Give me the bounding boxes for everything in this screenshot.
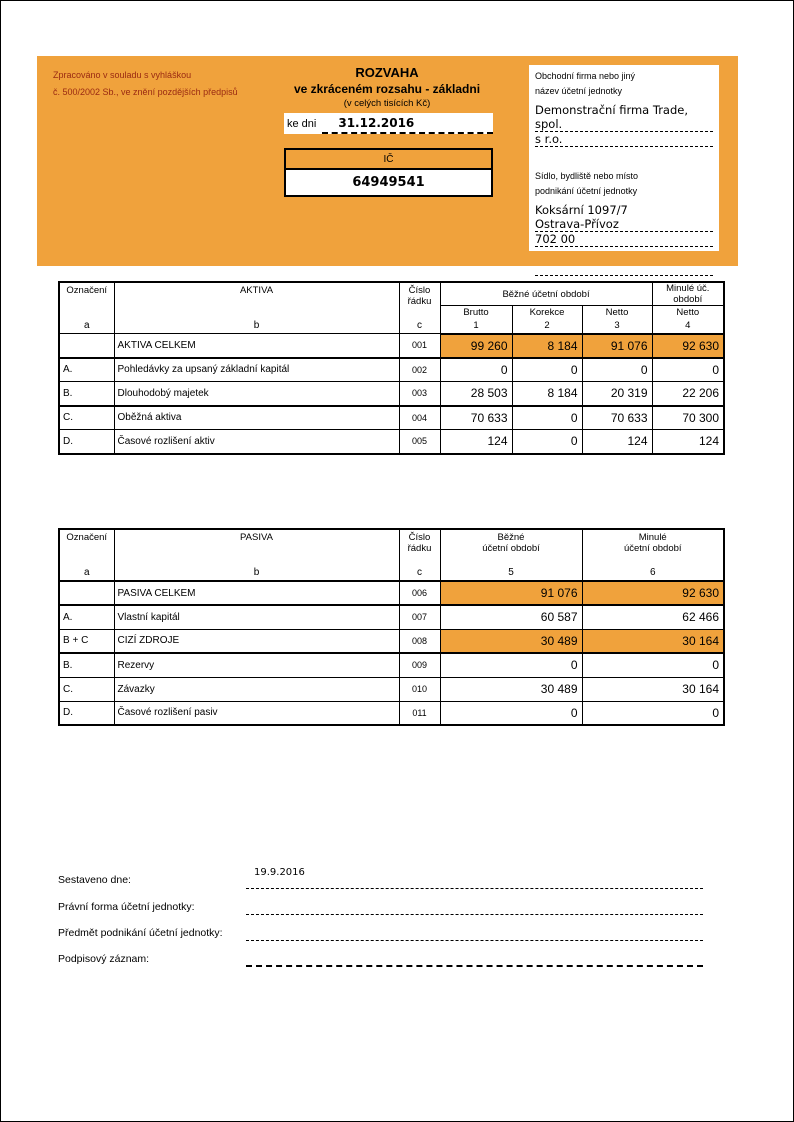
table-row-cizi-zdroje: B + C CIZÍ ZDROJE 008 30 489 30 164 <box>59 629 724 653</box>
entity-name-line-1: Demonstrační firma Trade, spol. <box>535 103 713 132</box>
entity-name-label-2: název účetní jednotky <box>535 86 623 96</box>
header-minule-obdobi: Minulé úč. období <box>652 282 724 306</box>
table-row-zavazky: C. Závazky 010 30 489 30 164 <box>59 677 724 701</box>
table-row-dlouhodoby-majetek: B. Dlouhodobý majetek 003 28 503 8 184 20 319 22 206 <box>59 382 724 406</box>
header-cislo-radku: Číslo řádku c <box>399 529 440 581</box>
aktiva-table <box>58 281 725 455</box>
pravni-forma-line <box>246 914 703 915</box>
ke-dni-value: 31.12.2016 <box>322 113 493 134</box>
entity-name-line-2: s r.o. <box>535 132 713 147</box>
sestaveno-dne-value: 19.9.2016 <box>254 867 305 878</box>
header-korekce: Korekce 2 <box>512 306 582 334</box>
entity-address-label-1: Sídlo, bydliště nebo místo <box>535 171 639 181</box>
ic-value: 64949541 <box>352 175 425 190</box>
header-netto-minule: Netto 4 <box>652 306 724 334</box>
header-brutto: Brutto 1 <box>440 306 512 334</box>
header-minule-obdobi: Minulé účetní období 6 <box>582 529 724 581</box>
entity-box <box>529 65 719 251</box>
form-title: ROZVAHA <box>355 65 419 80</box>
ke-dni-label: ke dni <box>287 117 317 130</box>
sestaveno-dne-label: Sestaveno dne: <box>58 874 131 886</box>
ke-dni-field <box>284 113 493 134</box>
table-row-obezna-aktiva: C. Oběžná aktiva 004 70 633 0 70 633 70 300 <box>59 406 724 430</box>
header-oznaceni: Označení a <box>59 529 114 581</box>
header-bezne-obdobi: Běžné účetní období <box>440 282 652 306</box>
table-row-pasiva-celkem: PASIVA CELKEM 006 91 076 92 630 <box>59 581 724 605</box>
table-row-casove-rozliseni-aktiv: D. Časové rozlišení aktiv 005 124 0 124 124 <box>59 430 724 454</box>
ic-box <box>284 148 493 197</box>
entity-address-line-3: 702 00 <box>535 232 713 247</box>
header-pasiva: PASIVA b <box>114 529 399 581</box>
table-row-vlastni-kapital: A. Vlastní kapitál 007 60 587 62 466 <box>59 605 724 629</box>
header-bezne-obdobi: Běžné účetní období 5 <box>440 529 582 581</box>
title-block <box>237 64 537 111</box>
compliance-note <box>53 67 238 101</box>
entity-empty-line <box>535 263 713 276</box>
table-row-aktiva-celkem: AKTIVA CELKEM 001 99 260 8 184 91 076 92 630 <box>59 334 724 358</box>
header-netto: Netto 3 <box>582 306 652 334</box>
header-band <box>37 56 738 266</box>
pasiva-table <box>58 528 725 726</box>
form-subtitle: ve zkráceném rozsahu - základni <box>293 82 481 96</box>
compliance-line-2: č. 500/2002 Sb., ve znění pozdějších předpisů <box>53 87 238 97</box>
compliance-line-1: Zpracováno v souladu s vyhláškou <box>53 70 192 80</box>
header-aktiva: AKTIVA b <box>114 282 399 334</box>
entity-address-label-2: podnikání účetní jednotky <box>535 186 638 196</box>
sestaveno-dne-line <box>246 888 703 889</box>
podpisovy-zaznam-line <box>246 965 703 967</box>
entity-address-line-2: Ostrava-Přívoz <box>535 217 713 232</box>
header-cislo-radku: Číslo řádku c <box>399 282 440 334</box>
table-row-casove-rozliseni-pasiv: D. Časové rozlišení pasiv 011 0 0 <box>59 701 724 725</box>
unit-note: (v celých tisících Kč) <box>343 98 431 109</box>
predmet-podnikani-line <box>246 940 703 941</box>
entity-address-line-1: Koksární 1097/7 <box>535 203 628 217</box>
ic-label: IČ <box>286 150 491 170</box>
table-row-pohledavky: A. Pohledávky za upsaný základní kapitál 002 0 0 0 0 <box>59 358 724 382</box>
predmet-podnikani-label: Předmět podnikání účetní jednotky: <box>58 927 223 939</box>
entity-name-label-1: Obchodní firma nebo jiný <box>535 71 636 81</box>
podpisovy-zaznam-label: Podpisový záznam: <box>58 953 150 965</box>
pravni-forma-label: Právní forma účetní jednotky: <box>58 901 195 913</box>
table-row-rezervy: B. Rezervy 009 0 0 <box>59 653 724 677</box>
header-oznaceni: Označení a <box>59 282 114 334</box>
